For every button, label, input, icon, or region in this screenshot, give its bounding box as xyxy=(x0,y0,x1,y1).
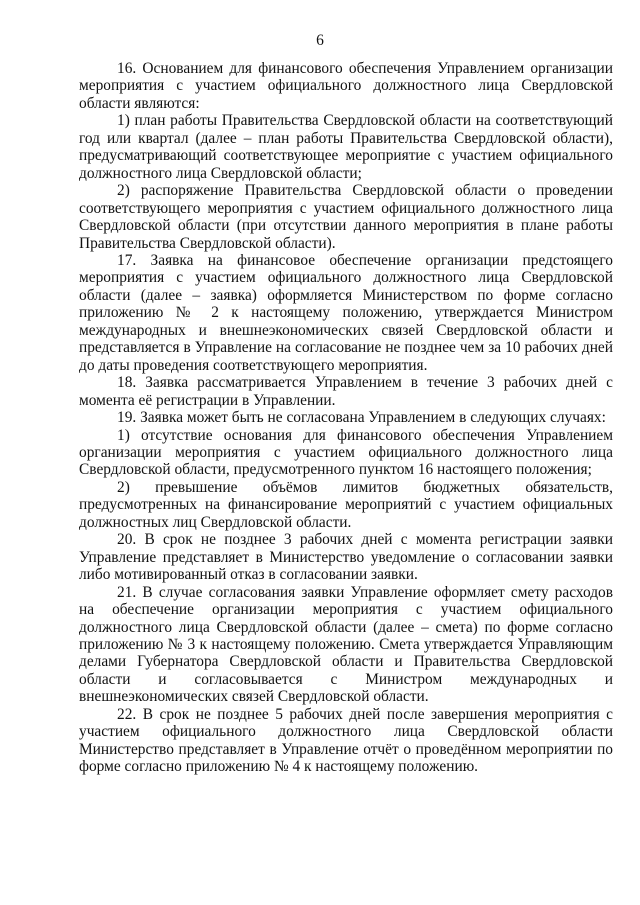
paragraph-21: 21. В случае согласования заявки Управление оформляет смету расходов на обеспечение организации мероприятия с участием официального должностного лица Свердловской области (далее – смета) по форме согласно приложению № 3 к настоящему положению. Смета утверждается Управляющим делами Губернатора Свердловской области и Правительства Свердловской области и согласовывается с Министром международных и внешнеэкономических связей Свердловской области. xyxy=(79,583,613,706)
paragraph-16: 16. Основанием для финансового обеспечения Управлением организации мероприятия с участием официального должностного лица Свердловской области являются: xyxy=(79,60,613,112)
paragraph-19-item-1: 1) отсутствие основания для финансового обеспечения Управлением организации мероприятия с участием официального должностного лица Свердловской области, предусмотренного пунктом 16 настоящего положения; xyxy=(79,426,613,479)
paragraph-16-item-2: 2) распоряжение Правительства Свердловской области о проведении соответствующего мероприятия с участием официального должностного лица Свердловской области (при отсутствии данного мероприятия в плане работы Правительства Свердловской области). xyxy=(79,182,613,252)
paragraph-17: 17. Заявка на финансовое обеспечение организации предстоящего мероприятия с участием официального должностного лица Свердловской области (далее – заявка) оформляется Министерством по форме согласно приложению № 2 к настоящему положению, утверждается Министром международных и внешнеэкономических связей Свердловской области и представляется в Управление на согласование не позднее чем за 10 рабочих дней до даты проведения соответствующего мероприятия. xyxy=(79,251,613,374)
paragraph-19-item-2: 2) превышение объёмов лимитов бюджетных обязательств, предусмотренных на финансирование мероприятий с участием официальных должностных лиц Свердловской области. xyxy=(79,478,613,531)
page-number: 6 xyxy=(316,32,324,49)
paragraph-19: 19. Заявка может быть не согласована Управлением в следующих случаях: xyxy=(117,409,606,427)
paragraph-22: 22. В срок не позднее 5 рабочих дней после завершения мероприятия с участием официального должностного лица Свердловской области Министерство представляет в Управление отчёт о проведённом мероприятии по форме согласно приложению № 4 к настоящему положению. xyxy=(79,705,613,776)
paragraph-16-item-1: 1) план работы Правительства Свердловской области на соответствующий год или квартал (далее – план работы Правительства Свердловской области), предусматривающий соответствующее мероприятие с участием официального должностного лица Свердловской области; xyxy=(79,112,613,182)
paragraph-18: 18. Заявка рассматривается Управлением в течение 3 рабочих дней с момента её регистрации в Управлении. xyxy=(79,374,613,409)
paragraph-20: 20. В срок не позднее 3 рабочих дней с момента регистрации заявки Управление представляет в Министерство уведомление о согласовании заявки либо мотивированный отказ в согласовании заявки. xyxy=(79,531,613,584)
document-body xyxy=(79,60,613,776)
